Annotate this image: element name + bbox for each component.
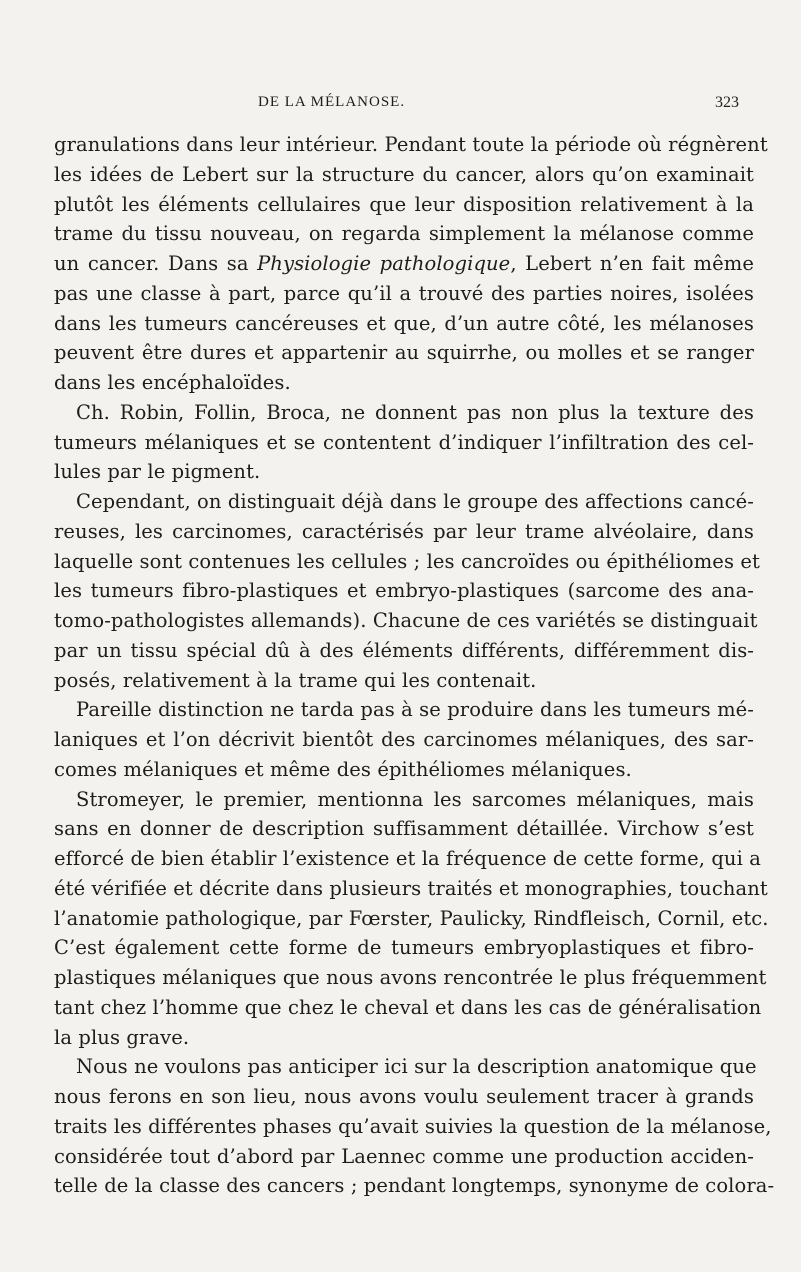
text-line: granulations dans leur intérieur. Pendant toute la période où régnèrent [54,133,768,156]
text-line: laniques et l’on décrivit bientôt des carcinomes mélaniques, des sar- [54,728,754,751]
text-line: par un tissu spécial dû à des éléments différents, différemment dis- [54,638,754,662]
text-line: telle de la classe des cancers ; pendant longtemps, synonyme de colora- [54,1174,775,1198]
book-title-italic: Physiologie pathologique [257,252,511,275]
text-line: lules par le pigment. [54,460,261,484]
text-line: comes mélaniques et même des épithéliomes mélaniques. [54,757,632,781]
text-line: reuses, les carcinomes, caractérisés par leur trame alvéolaire, dans [54,519,754,543]
text-line: plastiques mélaniques que nous avons rencontrée le plus fréquemment [54,966,767,989]
text-line: traits les différentes phases qu’avait suivies la question de la mélanose, [54,1114,772,1138]
text-line: laquelle sont contenues les cellules ; les cancroïdes ou épithéliomes et [54,549,760,573]
text-line: les tumeurs fibro-plastiques et embryo-plastiques (sarcome des ana- [54,579,754,603]
text-line: efforcé de bien établir l’existence et la fréquence de cette forme, qui a [54,847,761,870]
text-line: trame du tissu nouveau, on regarda simplement la mélanose comme [54,222,754,246]
text-line: sans en donner de description suffisamment détaillée. Virchow s’est [54,817,754,841]
text-line: C’est également cette forme de tumeurs embryoplastiques et fibro- [54,936,754,960]
text-line: posés, relativement à la trame qui les contenait. [54,668,537,692]
text-line: la plus grave. [54,1025,190,1049]
text-line: Pareille distinction ne tarda pas à se produire dans les tumeurs mé- [76,698,754,722]
text-line: Stromeyer, le premier, mentionna les sarcomes mélaniques, mais [76,787,754,811]
text-line: tomo-pathologistes allemands). Chacune de ces variétés se distinguait [54,609,758,632]
text-line: pas une classe à part, parce qu’il a trouvé des parties noires, isolées [54,281,754,305]
running-title: DE LA MÉLANOSE. [258,94,406,110]
text-line [54,249,754,279]
page-number: 323 [715,94,739,111]
text-segment: , Lebert n’en fait même [510,252,754,275]
text-line: plutôt les éléments cellulaires que leur disposition relativement à la [54,192,754,216]
body-text [54,130,775,1201]
text-line: Nous ne voulons pas anticiper ici sur la description anatomique que [76,1055,757,1079]
text-line: l’anatomie pathologique, par Fœrster, Paulicky, Rindfleisch, Cornil, etc. [54,906,769,930]
text-line: tant chez l’homme que chez le cheval et dans les cas de généralisation [54,995,762,1019]
page-header [0,94,801,118]
text-segment: un cancer. Dans sa [54,252,249,275]
text-line: les idées de Lebert sur la structure du cancer, alors qu’on examinait [54,162,754,186]
text-line: dans les tumeurs cancéreuses et que, d’un autre côté, les mélanoses [54,311,754,335]
text-line: nous ferons en son lieu, nous avons voulu seulement tracer à grands [54,1085,754,1108]
text-line: tumeurs mélaniques et se contentent d’indiquer l’infiltration des cel- [54,430,754,454]
text-line: peuvent être dures et appartenir au squirrhe, ou molles et se ranger [54,341,754,365]
text-line: considérée tout d’abord par Laennec comme une production acciden- [54,1144,754,1168]
text-line: Ch. Robin, Follin, Broca, ne donnent pas non plus la texture des [76,400,754,424]
text-line: Cependant, on distinguait déjà dans le groupe des affections cancé- [76,490,754,513]
text-line: dans les encéphaloïdes. [54,371,291,394]
text-line: été vérifiée et décrite dans plusieurs traités et monographies, touchant [54,876,768,900]
